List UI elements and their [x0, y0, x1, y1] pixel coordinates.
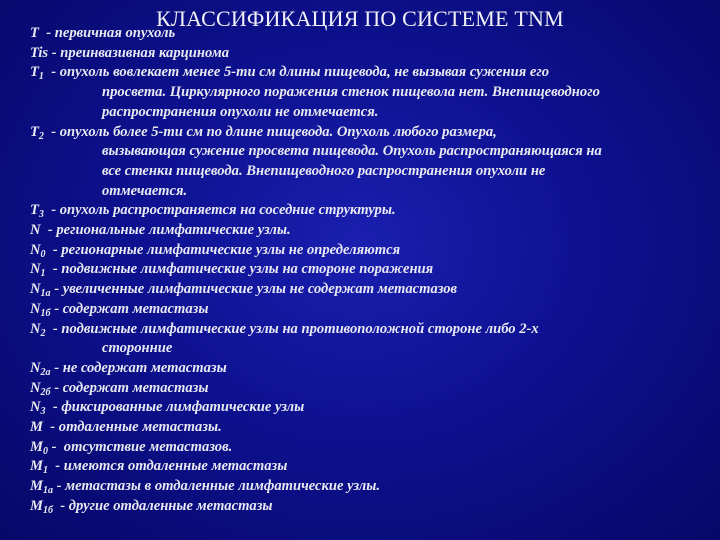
entry-term: N — [30, 300, 41, 317]
classification-entry — [30, 221, 700, 241]
classification-entry — [30, 280, 700, 300]
entry-term: N — [30, 241, 41, 258]
entry-description: подвижные лимфатические узлы на стороне поражения — [61, 261, 434, 278]
classification-entry — [30, 201, 700, 221]
classification-entry — [30, 44, 700, 64]
entry-description-continuation: сторонние — [102, 340, 173, 357]
entry-description: первичная опухоль — [54, 25, 176, 41]
entry-separator: - — [43, 64, 60, 81]
classification-list — [30, 24, 700, 517]
entry-term: N — [30, 359, 41, 376]
entry-term-subscript: 1a — [42, 485, 53, 497]
entry-separator: - — [50, 379, 63, 396]
entry-description: содержат метастазы — [62, 300, 209, 317]
classification-entry — [30, 398, 700, 418]
classification-entry — [30, 24, 700, 44]
entry-term-subscript: 1 — [42, 465, 48, 477]
entry-term-subscript: 1б — [40, 307, 51, 319]
entry-term: T — [30, 123, 39, 140]
entry-description: метастазы в отдаленные лимфатические узлы. — [65, 478, 381, 495]
entry-separator: - — [52, 497, 69, 514]
entry-separator: - — [45, 399, 62, 416]
entry-term: M — [30, 497, 43, 514]
entry-description: опухоль более 5-ти см по длине пищевода. Опухоль любого размера, — [59, 123, 497, 140]
classification-entry — [30, 63, 700, 83]
entry-term: M — [30, 438, 43, 455]
entry-separator: - — [50, 359, 63, 376]
entry-description: регионарные лимфатические узлы не определяются — [61, 241, 401, 258]
entry-separator: - — [42, 419, 59, 436]
entry-separator: - — [40, 222, 57, 239]
entry-description-continuation: отмечается. — [102, 182, 188, 199]
entry-term: N — [30, 399, 41, 416]
entry-term-subscript: 2 — [38, 130, 44, 142]
entry-description: преинвазивная карцинома — [60, 44, 229, 61]
entry-description: имеются отдаленные метастазы — [63, 458, 288, 475]
entry-separator: - — [50, 281, 63, 298]
entry-term-subscript: 3 — [40, 406, 46, 418]
entry-separator: - — [52, 478, 66, 495]
entry-description: опухоль распространяется на соседние структуры. — [59, 202, 396, 219]
entry-term: N — [30, 320, 41, 337]
entry-description: региональные лимфатические узлы. — [56, 222, 291, 239]
classification-entry — [30, 497, 700, 517]
entry-separator: - — [45, 261, 62, 278]
entry-separator: - — [45, 320, 62, 337]
classification-entry — [30, 477, 700, 497]
entry-description: отдаленные метастазы. — [58, 419, 222, 436]
entry-separator: - — [38, 25, 55, 41]
entry-term: Tis — [30, 44, 49, 61]
entry-separator: - — [47, 438, 61, 455]
entry-term-subscript: 2 — [40, 327, 46, 339]
entry-description-continuation: просвета. Циркулярного поражения стенок пищевола нет. Внепищеводного — [102, 84, 600, 101]
entry-term-subscript: 1 — [40, 268, 46, 280]
entry-description: фиксированные лимфатические узлы — [61, 399, 305, 416]
entry-description: подвижные лимфатические узлы на противоположной стороне либо 2-х — [61, 320, 539, 337]
entry-term-subscript: 2a — [40, 366, 51, 378]
classification-entry — [30, 457, 700, 477]
entry-separator: - — [48, 44, 61, 61]
entry-term: T — [30, 25, 39, 41]
entry-term-subscript: 1б — [42, 504, 53, 516]
classification-entry — [30, 300, 700, 320]
entry-term: M — [30, 458, 43, 475]
entry-separator: - — [43, 202, 60, 219]
classification-entry — [30, 241, 700, 261]
entry-term-subscript: 2б — [40, 386, 51, 398]
entry-term: N — [30, 379, 41, 396]
classification-entry — [30, 418, 700, 438]
entry-term-subscript: 3 — [38, 209, 44, 221]
entry-term: M — [30, 478, 43, 495]
entry-description-continuation: вызывающая сужение просвета пищевода. Опухоль распространяющаяся на — [102, 143, 602, 160]
entry-term: N — [30, 261, 41, 278]
classification-entry — [30, 359, 700, 379]
classification-entry — [30, 260, 700, 280]
entry-separator: - — [47, 458, 64, 475]
entry-description: опухоль вовлекает менее 5-ти см длины пищевода, не вызывая сужения его — [59, 64, 550, 81]
entry-description: содержат метастазы — [62, 379, 209, 396]
entry-term: N — [30, 222, 41, 239]
entry-description-continuation: распространения опухоли не отмечается. — [102, 103, 379, 120]
entry-description: отсутствие метастазов. — [60, 438, 233, 455]
entry-term-subscript: 0 — [40, 248, 46, 260]
entry-term: M — [30, 419, 43, 436]
slide-title: КЛАССИФИКАЦИЯ ПО СИСТЕМЕ TNM — [156, 6, 564, 31]
entry-description: увеличенные лимфатические узлы не содержат метастазов — [62, 281, 458, 298]
entry-separator: - — [43, 123, 60, 140]
entry-term-subscript: 0 — [42, 445, 48, 457]
entry-description-continuation: все стенки пищевода. Внепищеводного распространения опухоли не — [102, 162, 546, 179]
classification-entry — [30, 320, 700, 340]
entry-separator: - — [45, 241, 62, 258]
entry-separator: - — [50, 300, 63, 317]
entry-term-subscript: 1a — [40, 288, 51, 300]
entry-term: N — [30, 281, 41, 298]
classification-entry — [30, 379, 700, 399]
classification-entry — [30, 438, 700, 458]
entry-term: T — [30, 202, 39, 219]
entry-description: другие отдаленные метастазы — [68, 497, 273, 514]
classification-entry — [30, 123, 700, 143]
entry-term-subscript: 1 — [38, 71, 44, 83]
entry-description: не содержат метастазы — [62, 359, 227, 376]
entry-term: T — [30, 64, 39, 81]
